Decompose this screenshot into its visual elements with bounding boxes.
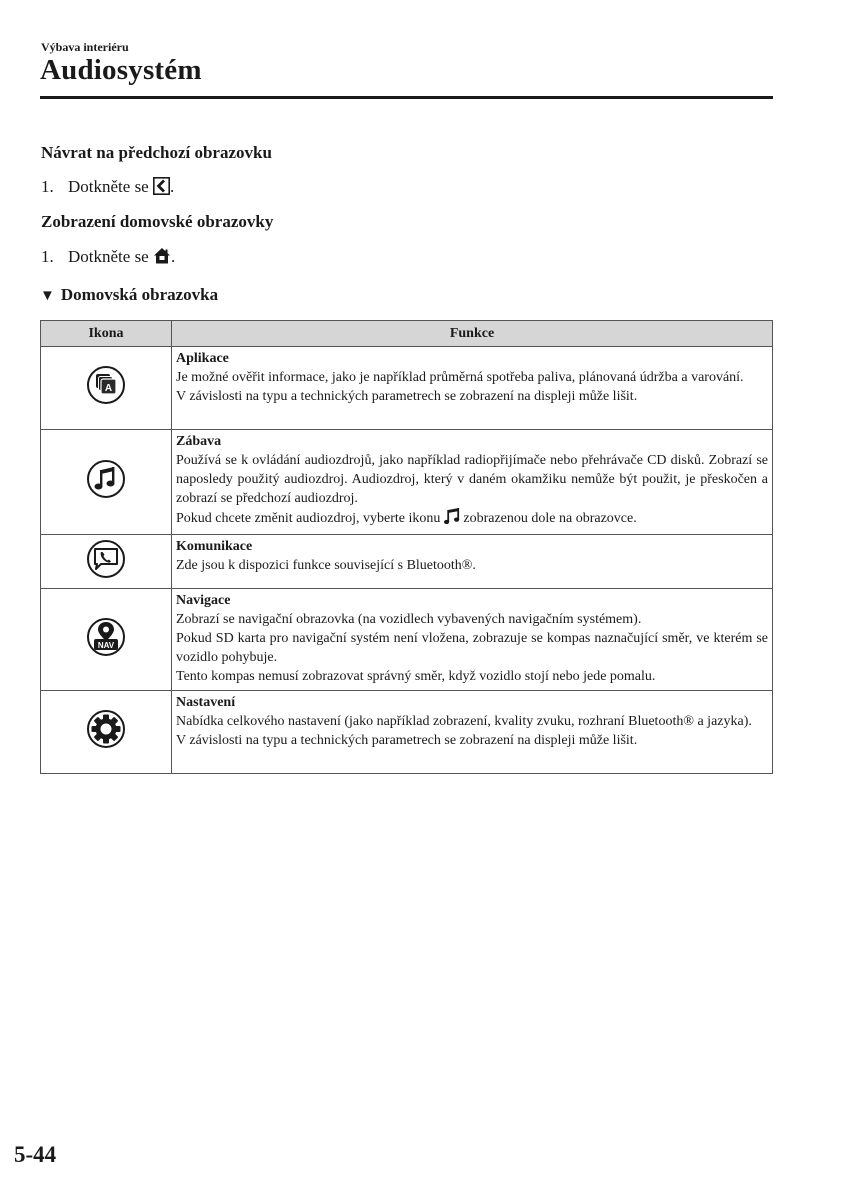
- home-heading: Zobrazení domovské obrazovky: [41, 212, 274, 231]
- return-heading: Návrat na předchozí obrazovku: [41, 143, 272, 162]
- row-text: Pokud SD karta pro navigační systém není vložena, zobrazuje se kompas naznačující směr, ve kterém se vozidlo pohybuje.: [176, 631, 768, 665]
- column-header-icon: Ikona: [41, 321, 172, 347]
- home-step: [41, 247, 175, 267]
- music-note-icon: [86, 459, 126, 499]
- row-title: Zábava: [176, 434, 222, 449]
- row-title: Komunikace: [176, 539, 253, 554]
- row-text: Tento kompas nemusí zobrazovat správný směr, když vozidlo stojí nebo jede pomalu.: [176, 669, 656, 684]
- page-number: 5-44: [14, 1142, 57, 1167]
- table-row: [41, 589, 773, 691]
- section-label: Výbava interiéru: [41, 40, 129, 54]
- row-text: Nabídka celkového nastavení (jako například zobrazení, kvality zvuku, rozhraní Bluetooth® a jazyka).: [176, 714, 752, 729]
- step-text: Dotkněte se: [68, 247, 149, 266]
- column-header-function: Funkce: [172, 321, 773, 347]
- row-text: Zobrazí se navigační obrazovka (na vozidlech vybavených navigačním systémem).: [176, 612, 642, 627]
- row-text: V závislosti na typu a technických parametrech se zobrazení na displeji může lišit.: [176, 733, 638, 748]
- phone-chat-icon: [86, 539, 126, 579]
- row-text-with-icon: [176, 508, 768, 528]
- functions-table: [40, 320, 773, 774]
- step-number: 1.: [41, 177, 54, 196]
- navigation-icon: [86, 617, 126, 657]
- music-note-icon: [444, 508, 460, 525]
- row-text: Zde jsou k dispozici funkce související s Bluetooth®.: [176, 558, 476, 573]
- row-text: Pokud chcete změnit audiozdroj, vyberte ikonu: [176, 511, 441, 526]
- row-text: Používá se k ovládání audiozdrojů, jako například radiopřijímače nebo přehrávače CD disků. Zobrazí se naposledy použitý audiozdroj. Audiozdroj, který v daném okamžiku nemůže být použit, je přeskočen a zobrazí se předchozí audiozdroj.: [176, 453, 768, 506]
- table-row: [41, 691, 773, 774]
- svg-text:A: A: [104, 383, 113, 394]
- home-screen-heading: [40, 285, 218, 305]
- row-title: Aplikace: [176, 351, 229, 366]
- table-row: [41, 347, 773, 430]
- step-text: Dotkněte se: [68, 177, 149, 196]
- table-row: [41, 430, 773, 535]
- back-arrow-icon: [153, 177, 170, 195]
- page-title: Audiosystém: [40, 54, 202, 86]
- row-title: Nastavení: [176, 695, 236, 710]
- settings-gear-icon: [86, 709, 126, 749]
- home-screen-title: Domovská obrazovka: [60, 285, 219, 304]
- step-end: .: [169, 177, 175, 196]
- row-text: Je možné ověřit informace, jako je například průměrná spotřeba paliva, plánovaná údržba a varování.: [176, 370, 744, 385]
- table-header-row: [41, 321, 773, 347]
- step-end: .: [170, 247, 176, 266]
- row-text: zobrazenou dole na obrazovce.: [463, 511, 637, 526]
- home-icon: [153, 247, 171, 265]
- table-row: [41, 535, 773, 589]
- row-text: V závislosti na typu a technických parametrech se zobrazení na displeji může lišit.: [176, 389, 638, 404]
- triangle-marker-icon: ▼: [40, 288, 55, 304]
- nav-icon-label: NAV: [97, 640, 115, 650]
- step-number: 1.: [41, 247, 54, 266]
- return-step: [41, 177, 174, 197]
- row-title: Navigace: [176, 593, 231, 608]
- applications-icon: [86, 365, 126, 405]
- title-rule: [40, 96, 773, 99]
